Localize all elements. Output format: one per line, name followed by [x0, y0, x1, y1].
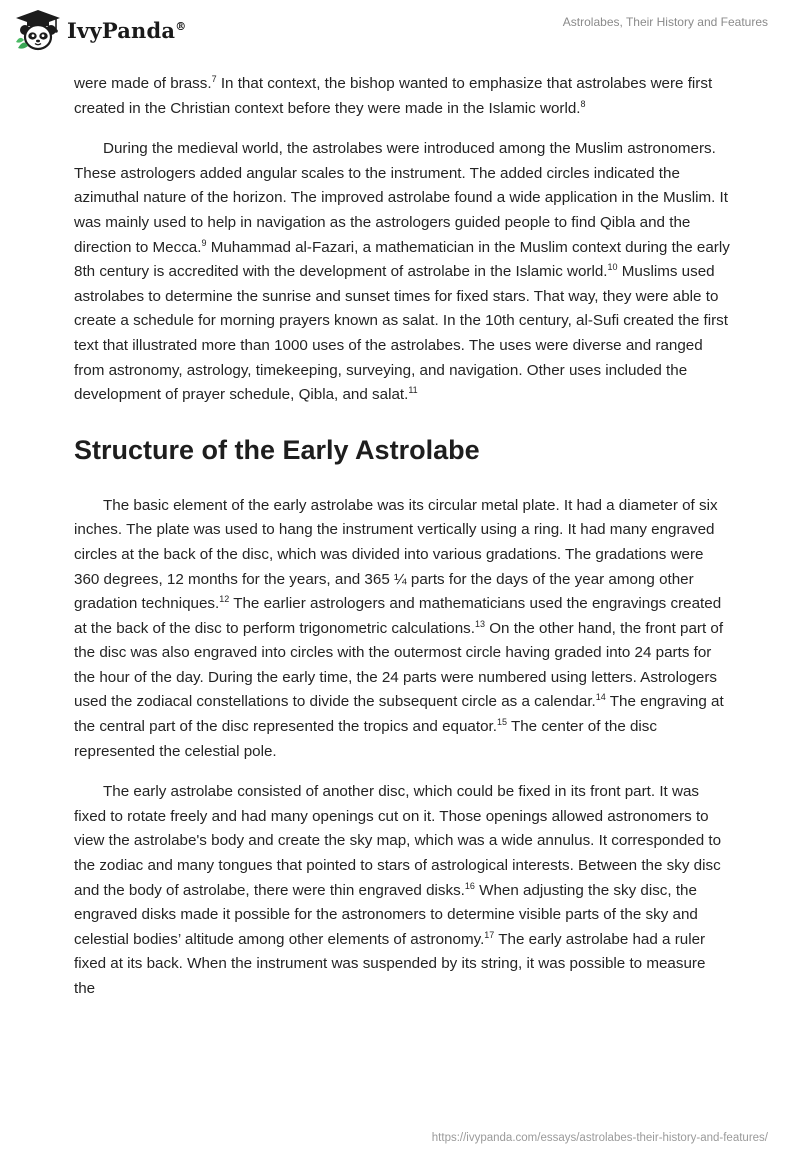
footnote-marker: 10	[607, 262, 618, 273]
document-title: Astrolabes, Their History and Features	[562, 15, 768, 29]
text-run: On the other hand, the front part of the disc was also engraved into circles with the outermost circle having graded into 24 parts for the hour of the day. During the early time, the 24 parts were numbered using letters. Astrologers used the zodiacal constellations to divide the subsequent circle as a calendar.	[74, 619, 724, 711]
text-run: The center of the disc represented the celestial pole.	[74, 718, 657, 760]
footnote-marker: 14	[595, 692, 606, 703]
paragraph-basic-element	[74, 494, 730, 765]
text-run: When adjusting the sky disc, the engraved disks made it possible for the astronomers to determine visible parts of the sky and celestial bodies’ altitude among other elements of astronomy.	[74, 881, 698, 948]
text-run: The early astrolabe had a ruler fixed at its back. When the instrument was suspended by its string, it was possible to measure the	[74, 930, 706, 997]
footnote-marker: 16	[464, 880, 475, 891]
section-heading: Structure of the Early Astrolabe	[74, 434, 480, 465]
footnote-marker: 15	[496, 717, 507, 728]
paragraph-medieval-astrolabes	[74, 137, 730, 408]
text-run: The engraving at the central part of the disc represented the tropics and equator.	[74, 693, 724, 736]
footnote-marker: 8	[580, 98, 586, 109]
source-url[interactable]: https://ivypanda.com/essays/astrolabes-their-history-and-features/	[431, 1132, 768, 1144]
text-run: The early astrolabe consisted of another disc, which could be fixed in its front part. It was fixed to rotate freely and had many openings cut on it. Those openings allowed astronomers to view the astrolabe's body and create the sky map, which was a wide annulus. It corresponded to the zodiac and many tongues that pointed to stars of astrological interests. Between the sky disc and the body of astrolabe, there were thin engraved disks.	[74, 783, 722, 899]
brand-name: IvyPanda®	[67, 17, 187, 43]
text-run: In that context, the bishop wanted to emphasize that astrolabes were first created in the Christian context before they were made in the Islamic world.	[74, 75, 713, 117]
text-run: Muhammad al-Fazari, a mathematician in the Muslim context during the early 8th century is accredited with the development of astrolabe in the Islamic world.	[74, 238, 730, 281]
paragraph-another-disc	[74, 780, 730, 1001]
footnote-marker: 13	[474, 618, 485, 629]
text-run: The basic element of the early astrolabe was its circular metal plate. It had a diameter of six inches. The plate was used to hang the instrument vertically using a ring. It had many engraved circles at the back of the disc, which was divided into various gradations. The gradations were 360 degrees, 12 months for the years, and 365 ¼ parts for the days of the year among other gradation techniques.	[74, 496, 718, 613]
page-header	[0, 0, 800, 60]
paragraph-continuation	[74, 72, 730, 121]
footnote-marker: 12	[219, 594, 230, 605]
essay-content	[74, 72, 730, 1018]
text-run: During the medieval world, the astrolabes were introduced among the Muslim astronomers. These astrologers added angular scales to the instrument. The added circles indicated the azimuthal nature of the horizon. The improved astrolabe found a wide application in the Muslim. It was mainly used to help in navigation as the astrologers guided people to find Qibla and the direction to Mecca.	[74, 140, 728, 256]
text-run: The earlier astrologers and mathematicians used the engravings created at the back of the disc to perform trigonometric calculations.	[74, 595, 722, 637]
ivypanda-logo[interactable]	[14, 8, 186, 52]
footnote-marker: 7	[211, 74, 217, 84]
footnote-marker: 17	[484, 929, 495, 940]
text-run: were made of brass.	[74, 75, 212, 92]
footnote-marker: 11	[408, 385, 418, 396]
panda-graduate-icon	[14, 8, 62, 52]
text-run: Muslims used astrolabes to determine the sunrise and sunset times for fixed stars. That way, they were able to create a schedule for morning prayers known as salat. In the 10th century, al-Sufi created the first text that illustrated more than 1000 uses of the astrolabes. The uses were diverse and ranged from astronomy, astrology, timekeeping, surveying, and navigation. Other uses included the development of prayer schedule, Qibla, and salat.	[74, 263, 728, 404]
footnote-marker: 9	[201, 237, 207, 248]
